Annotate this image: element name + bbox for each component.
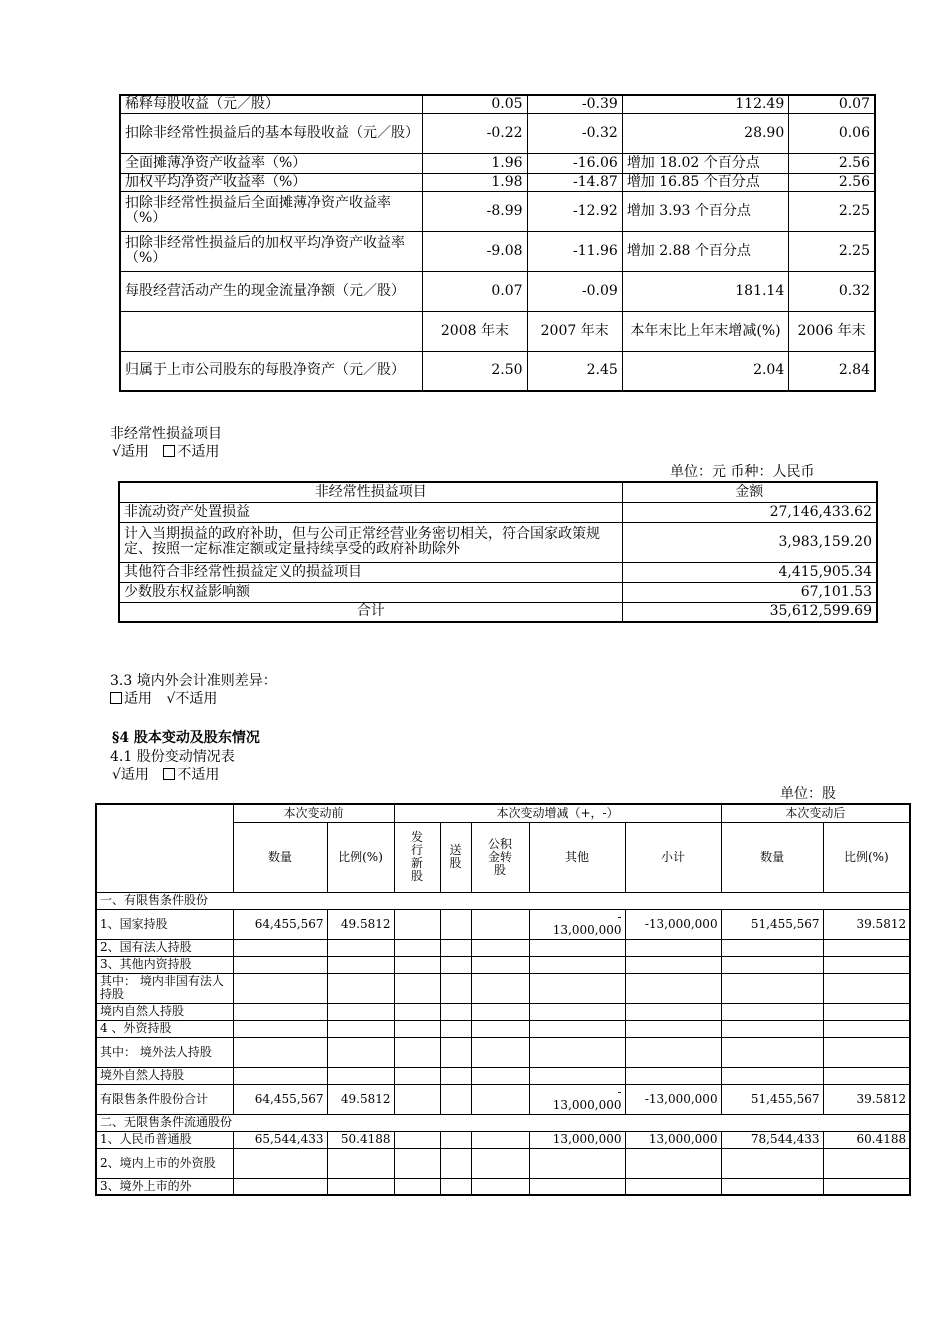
share-issue	[394, 973, 440, 1003]
share-pct-after	[823, 1148, 910, 1178]
share-pct-after	[823, 1020, 910, 1037]
share-subtotal: -13,000,000	[625, 909, 721, 939]
share-qty-before	[233, 956, 327, 973]
share-other	[529, 1037, 625, 1067]
indicator-row	[120, 173, 875, 191]
checkbox-icon	[110, 692, 122, 704]
not-applicable-option: 不适用	[163, 767, 219, 783]
header-change-pct: 本年末比上年末增减(%)	[622, 311, 788, 351]
col-qty2-header: 数量	[721, 822, 823, 892]
share-bonus	[440, 1131, 471, 1148]
indicator-label: 加权平均净资产收益率（%）	[120, 173, 423, 191]
indicator-value-2006: 2.84	[789, 351, 875, 391]
share-row-label: 3、其他内资持股	[96, 956, 233, 973]
col-reserve-header: 公积金转股	[471, 822, 529, 892]
indicator-change: 28.90	[622, 113, 788, 153]
share-row	[96, 956, 910, 973]
row-label-header	[96, 804, 233, 892]
share-row	[96, 1067, 910, 1084]
group-change-header: 本次变动增减（+，-）	[394, 804, 721, 822]
share-pct-after: 39.5812	[823, 909, 910, 939]
indicator-row	[120, 153, 875, 173]
share-reserve	[471, 1131, 529, 1148]
indicator-value-2008: -9.08	[423, 231, 527, 271]
nonrecurring-title: 非经常性损益项目	[110, 426, 222, 442]
nonrecurring-unit: 单位：元 币种：人民币	[670, 464, 815, 480]
col-item-header: 非经常性损益项目	[119, 482, 622, 502]
share-pct-after	[823, 1003, 910, 1020]
share-issue	[394, 1020, 440, 1037]
share-row-label: 1、国家持股	[96, 909, 233, 939]
col-amount-header: 金额	[622, 482, 877, 502]
indicator-value-2007: 2.45	[527, 351, 622, 391]
indicator-value-2006: 0.32	[789, 271, 875, 311]
share-row-label: 3、境外上市的外	[96, 1178, 233, 1195]
share-reserve	[471, 1067, 529, 1084]
share-pct-before	[327, 1178, 394, 1195]
share-row	[96, 1037, 910, 1067]
nonrecurring-item: 计入当期损益的政府补助，但与公司正常经营业务密切相关，符合国家政策规定、按照一定标准定额或定量持续享受的政府补助除外	[119, 522, 622, 562]
share-subtotal: -13,000,000	[625, 1084, 721, 1114]
share-qty-after: 51,455,567	[721, 909, 823, 939]
nonrecurring-item: 非流动资产处置损益	[119, 502, 622, 522]
share-row	[96, 1020, 910, 1037]
share-qty-before	[233, 1037, 327, 1067]
indicator-value-2006: 2.56	[789, 173, 875, 191]
nonrecurring-amount: 3,983,159.20	[622, 522, 877, 562]
indicator-value-2008: -0.22	[423, 113, 527, 153]
indicator-value-2007: -0.09	[527, 271, 622, 311]
share-qty-before: 65,544,433	[233, 1131, 327, 1148]
share-issue	[394, 939, 440, 956]
indicator-value-2008: -8.99	[423, 191, 527, 231]
share-row	[96, 1003, 910, 1020]
share-row	[96, 1131, 910, 1148]
share-pct-before: 50.4188	[327, 1131, 394, 1148]
share-issue	[394, 1148, 440, 1178]
share-issue	[394, 1131, 440, 1148]
share-issue	[394, 1084, 440, 1114]
share-subtotal	[625, 1020, 721, 1037]
indicator-value-2008: 0.07	[423, 271, 527, 311]
share-row	[96, 1084, 910, 1114]
share-row-label: 其中： 境内非国有法人持股	[96, 973, 233, 1003]
share-pct-after	[823, 956, 910, 973]
header-2007-end: 2007 年末	[527, 311, 622, 351]
share-pct-before	[327, 1020, 394, 1037]
share-qty-after	[721, 956, 823, 973]
nonrecurring-amount: 27,146,433.62	[622, 502, 877, 522]
share-section-row	[96, 1114, 910, 1131]
applicable-checked: √适用	[112, 444, 149, 460]
share-pct-before	[327, 973, 394, 1003]
share-pct-before	[327, 1037, 394, 1067]
share-pct-before	[327, 939, 394, 956]
share-reserve	[471, 909, 529, 939]
share-issue	[394, 1037, 440, 1067]
group-after-header: 本次变动后	[721, 804, 910, 822]
share-bonus	[440, 973, 471, 1003]
share-pct-after	[823, 1067, 910, 1084]
indicator-row	[120, 113, 875, 153]
share-pct-after	[823, 939, 910, 956]
share-reserve	[471, 973, 529, 1003]
indicator-row	[120, 191, 875, 231]
share-qty-after	[721, 1020, 823, 1037]
share-reserve	[471, 1178, 529, 1195]
applicable-option: 适用	[110, 691, 152, 707]
share-qty-after	[721, 1148, 823, 1178]
col-pct-header: 比例(%)	[327, 822, 394, 892]
share-section-label: 一、有限售条件股份	[96, 892, 910, 909]
share-bonus	[440, 909, 471, 939]
share-qty-before	[233, 973, 327, 1003]
share-subtotal	[625, 1178, 721, 1195]
share-issue	[394, 956, 440, 973]
share-pct-after	[823, 1178, 910, 1195]
section-4-1-applicability	[112, 766, 219, 784]
share-other: 13,000,000	[529, 1131, 625, 1148]
share-bonus	[440, 1148, 471, 1178]
share-pct-after	[823, 973, 910, 1003]
share-row-label: 境外自然人持股	[96, 1067, 233, 1084]
share-pct-after	[823, 1037, 910, 1067]
share-section-row	[96, 892, 910, 909]
share-reserve	[471, 1037, 529, 1067]
indicator-change: 2.04	[622, 351, 788, 391]
share-subtotal	[625, 1037, 721, 1067]
share-qty-after: 51,455,567	[721, 1084, 823, 1114]
share-row	[96, 939, 910, 956]
share-other: - 13,000,000	[529, 1084, 625, 1114]
share-issue	[394, 1003, 440, 1020]
indicator-header-row	[120, 311, 875, 351]
indicator-value-2008: 1.96	[423, 153, 527, 173]
nonrecurring-header-row	[119, 482, 877, 502]
share-qty-before	[233, 1003, 327, 1020]
share-qty-before	[233, 1178, 327, 1195]
share-subtotal	[625, 1148, 721, 1178]
share-other	[529, 1148, 625, 1178]
share-row	[96, 909, 910, 939]
share-other	[529, 939, 625, 956]
indicator-change: 增加 2.88 个百分点	[622, 231, 788, 271]
nonrecurring-row	[119, 502, 877, 522]
indicator-row	[120, 231, 875, 271]
share-row	[96, 1148, 910, 1178]
share-bonus	[440, 1003, 471, 1020]
share-pct-before: 49.5812	[327, 1084, 394, 1114]
nonrecurring-item: 少数股东权益影响额	[119, 582, 622, 602]
indicator-value-2007: -12.92	[527, 191, 622, 231]
checkbox-icon	[163, 768, 175, 780]
indicator-value-2006: 2.25	[789, 231, 875, 271]
col-bonus-header: 送股	[440, 822, 471, 892]
group-before-header: 本次变动前	[233, 804, 394, 822]
indicator-value-2006: 2.25	[789, 191, 875, 231]
share-pct-before: 49.5812	[327, 909, 394, 939]
indicator-label: 扣除非经常性损益后的基本每股收益（元／股）	[120, 113, 423, 153]
share-bonus	[440, 1084, 471, 1114]
share-pct-after: 39.5812	[823, 1084, 910, 1114]
indicator-change: 112.49	[622, 95, 788, 113]
col-qty-header: 数量	[233, 822, 327, 892]
share-pct-before	[327, 1148, 394, 1178]
indicator-value-2008: 1.98	[423, 173, 527, 191]
share-qty-before	[233, 1020, 327, 1037]
not-applicable-checked: √不适用	[166, 691, 218, 707]
share-qty-after: 78,544,433	[721, 1131, 823, 1148]
indicator-value-2007: -0.32	[527, 113, 622, 153]
nonrecurring-row	[119, 522, 877, 562]
share-row-label: 2、国有法人持股	[96, 939, 233, 956]
share-other	[529, 956, 625, 973]
financial-indicators-table	[119, 94, 876, 392]
indicator-label: 稀释每股收益（元／股）	[120, 95, 423, 113]
indicator-label: 归属于上市公司股东的每股净资产（元／股）	[120, 351, 423, 391]
nonrecurring-applicability	[112, 443, 219, 461]
share-table-unit: 单位：股	[780, 786, 836, 802]
col-other-header: 其他	[529, 822, 625, 892]
share-row-label: 境内自然人持股	[96, 1003, 233, 1020]
share-qty-after	[721, 1003, 823, 1020]
section-3-3-title: 3.3 境内外会计准则差异：	[110, 673, 277, 689]
not-applicable-option: 不适用	[163, 444, 219, 460]
share-other	[529, 1003, 625, 1020]
indicator-value-2006: 2.56	[789, 153, 875, 173]
share-issue	[394, 909, 440, 939]
nonrecurring-item: 其他符合非经常性损益定义的损益项目	[119, 562, 622, 582]
share-issue	[394, 1178, 440, 1195]
share-reserve	[471, 1148, 529, 1178]
indicator-value-2007: -16.06	[527, 153, 622, 173]
share-other: - 13,000,000	[529, 909, 625, 939]
total-label: 合计	[119, 602, 622, 622]
share-bonus	[440, 1037, 471, 1067]
indicator-label: 每股经营活动产生的现金流量净额（元／股）	[120, 271, 423, 311]
nonrecurring-total-row	[119, 602, 877, 622]
share-other	[529, 973, 625, 1003]
share-qty-before: 64,455,567	[233, 1084, 327, 1114]
col-pct2-header: 比例(%)	[823, 822, 910, 892]
share-other	[529, 1067, 625, 1084]
total-amount: 35,612,599.69	[622, 602, 877, 622]
share-row-label: 有限售条件股份合计	[96, 1084, 233, 1114]
share-pct-before	[327, 1003, 394, 1020]
share-subtotal: 13,000,000	[625, 1131, 721, 1148]
indicator-value-2006: 0.06	[789, 113, 875, 153]
share-reserve	[471, 939, 529, 956]
indicator-label: 扣除非经常性损益后全面摊薄净资产收益率（%）	[120, 191, 423, 231]
section-3-3-applicability	[110, 690, 217, 708]
indicator-row	[120, 95, 875, 113]
share-qty-after	[721, 1067, 823, 1084]
share-bonus	[440, 1020, 471, 1037]
share-qty-after	[721, 1037, 823, 1067]
share-pct-before	[327, 956, 394, 973]
share-qty-before	[233, 1067, 327, 1084]
share-subtotal	[625, 1003, 721, 1020]
indicator-change: 增加 16.85 个百分点	[622, 173, 788, 191]
share-issue	[394, 1067, 440, 1084]
indicator-change: 增加 18.02 个百分点	[622, 153, 788, 173]
share-qty-before	[233, 939, 327, 956]
share-reserve	[471, 956, 529, 973]
share-other	[529, 1178, 625, 1195]
checkbox-icon	[163, 445, 175, 457]
share-row-label: 1、人民币普通股	[96, 1131, 233, 1148]
share-qty-after	[721, 939, 823, 956]
share-reserve	[471, 1084, 529, 1114]
indicator-value-2007: -0.39	[527, 95, 622, 113]
indicator-change: 增加 3.93 个百分点	[622, 191, 788, 231]
share-bonus	[440, 1067, 471, 1084]
indicator-value-2008: 0.05	[423, 95, 527, 113]
col-subtotal-header: 小计	[625, 822, 721, 892]
nonrecurring-row	[119, 582, 877, 602]
share-row-label: 2、境内上市的外资股	[96, 1148, 233, 1178]
share-bonus	[440, 1178, 471, 1195]
share-qty-after	[721, 973, 823, 1003]
section-4-heading: §4 股本变动及股东情况	[112, 730, 260, 746]
nonrecurring-row	[119, 562, 877, 582]
share-section-label: 二、无限售条件流通股份	[96, 1114, 910, 1131]
indicator-label: 全面摊薄净资产收益率（%）	[120, 153, 423, 173]
col-issue-header: 发行新股	[394, 822, 440, 892]
share-reserve	[471, 1003, 529, 1020]
indicator-change: 181.14	[622, 271, 788, 311]
header-2008-end: 2008 年末	[423, 311, 527, 351]
header-2006-end: 2006 年末	[789, 311, 875, 351]
indicator-row	[120, 271, 875, 311]
share-bonus	[440, 956, 471, 973]
nonrecurring-amount: 67,101.53	[622, 582, 877, 602]
share-subtotal	[625, 973, 721, 1003]
indicator-value-2007: -14.87	[527, 173, 622, 191]
share-qty-before	[233, 1148, 327, 1178]
share-row-label: 其中： 境外法人持股	[96, 1037, 233, 1067]
share-pct-before	[327, 1067, 394, 1084]
share-row	[96, 1178, 910, 1195]
share-bonus	[440, 939, 471, 956]
share-row	[96, 973, 910, 1003]
indicator-value-2007: -11.96	[527, 231, 622, 271]
indicator-label: 扣除非经常性损益后的加权平均净资产收益率（%）	[120, 231, 423, 271]
nonrecurring-table	[118, 481, 878, 623]
share-subtotal	[625, 1067, 721, 1084]
share-subtotal	[625, 939, 721, 956]
indicator-value-2006: 0.07	[789, 95, 875, 113]
share-change-table	[95, 803, 911, 1196]
share-qty-before: 64,455,567	[233, 909, 327, 939]
share-row-label: 4 、外资持股	[96, 1020, 233, 1037]
indicator-row	[120, 351, 875, 391]
share-other	[529, 1020, 625, 1037]
nonrecurring-amount: 4,415,905.34	[622, 562, 877, 582]
indicator-header-blank	[120, 311, 423, 351]
share-reserve	[471, 1020, 529, 1037]
share-qty-after	[721, 1178, 823, 1195]
share-subtotal	[625, 956, 721, 973]
section-4-1-title: 4.1 股份变动情况表	[110, 749, 235, 765]
share-pct-after: 60.4188	[823, 1131, 910, 1148]
indicator-value-2008: 2.50	[423, 351, 527, 391]
applicable-checked: √适用	[112, 767, 149, 783]
